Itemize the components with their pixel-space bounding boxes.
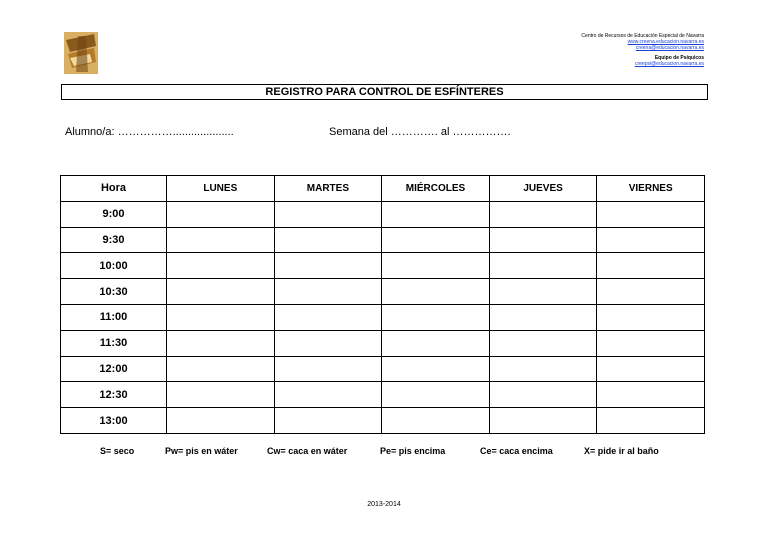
entry-cell[interactable] [274,227,382,253]
document-title: REGISTRO PARA CONTROL DE ESFÍNTERES [61,84,708,100]
entry-cell[interactable] [489,253,597,279]
time-cell: 11:30 [61,330,167,356]
entry-cell[interactable] [489,279,597,305]
entry-cell[interactable] [274,382,382,408]
logo [64,32,98,74]
legend-item-caca-encima: Ce= caca encima [480,446,553,456]
org-name: Centro de Recursos de Educación Especial de Navarra [581,33,704,39]
entry-cell[interactable] [489,330,597,356]
entry-cell[interactable] [382,279,490,305]
legend-item-caca-en-water: Cw= caca en wáter [267,446,348,456]
table-row [61,201,705,227]
entry-cell[interactable] [597,408,705,434]
entry-cell[interactable] [274,279,382,305]
week-from-blank[interactable]: …………. [390,126,438,138]
entry-cell[interactable] [489,408,597,434]
entry-cell[interactable] [274,408,382,434]
entry-cell[interactable] [382,382,490,408]
entry-cell[interactable] [274,304,382,330]
legend-item-seco: S= seco [100,446,135,456]
entry-cell[interactable] [382,253,490,279]
entry-cell[interactable] [382,304,490,330]
entry-cell[interactable] [167,227,275,253]
table-row [61,253,705,279]
column-header-viernes: VIERNES [597,176,705,202]
time-cell: 10:00 [61,253,167,279]
table-row [61,408,705,434]
column-header-hora: Hora [61,176,167,202]
entry-cell[interactable] [274,330,382,356]
column-header-miercoles: MIÉRCOLES [382,176,490,202]
entry-cell[interactable] [597,201,705,227]
entry-cell[interactable] [167,330,275,356]
entry-cell[interactable] [167,408,275,434]
week-al-label: al [440,126,450,138]
entry-cell[interactable] [382,356,490,382]
entry-cell[interactable] [167,356,275,382]
table-row [61,279,705,305]
entry-cell[interactable] [382,408,490,434]
organization-info [581,33,704,67]
week-field [329,126,511,138]
table-row [61,382,705,408]
column-header-lunes: LUNES [167,176,275,202]
schedule-table [60,175,705,434]
legend-item-pide-ir-al-bano: X= pide ir al baño [584,446,659,456]
time-cell: 10:30 [61,279,167,305]
time-cell: 12:00 [61,356,167,382]
entry-cell[interactable] [167,304,275,330]
entry-cell[interactable] [489,304,597,330]
legend-item-pis-encima: Pe= pis encima [380,446,446,456]
org-url-link[interactable]: www.creena.educacion.navarra.es [627,39,704,45]
team-name: Equipo de Psíquicos [654,55,704,61]
entry-cell[interactable] [167,382,275,408]
time-cell: 12:30 [61,382,167,408]
entry-cell[interactable] [597,279,705,305]
table-header-row [61,176,705,202]
time-cell: 11:00 [61,304,167,330]
entry-cell[interactable] [167,279,275,305]
week-label: Semana del [329,126,388,138]
entry-cell[interactable] [597,253,705,279]
logo-emblem-icon [64,32,98,74]
footer-year: 2013-2014 [367,501,401,508]
entry-cell[interactable] [382,227,490,253]
entry-cell[interactable] [597,330,705,356]
entry-cell[interactable] [274,356,382,382]
student-label: Alumno/a: [65,126,115,138]
table-row [61,356,705,382]
table-row [61,227,705,253]
table-row [61,330,705,356]
entry-cell[interactable] [597,304,705,330]
student-field [65,126,234,138]
entry-cell[interactable] [274,253,382,279]
entry-cell[interactable] [489,356,597,382]
week-to-blank[interactable]: ……………. [452,126,511,138]
team-email-link[interactable]: creepsi@educacion.navarra.es [634,61,704,67]
entry-cell[interactable] [597,356,705,382]
org-email-link[interactable]: creena@educacion.navarra.es [635,45,704,51]
entry-cell[interactable] [489,201,597,227]
legend-item-pis-en-water: Pw= pis en wáter [165,446,238,456]
entry-cell[interactable] [274,201,382,227]
entry-cell[interactable] [382,330,490,356]
time-cell: 9:30 [61,227,167,253]
entry-cell[interactable] [382,201,490,227]
column-header-jueves: JUEVES [489,176,597,202]
entry-cell[interactable] [489,227,597,253]
entry-cell[interactable] [597,382,705,408]
column-header-martes: MARTES [274,176,382,202]
student-blank[interactable]: …………….................... [117,126,234,138]
entry-cell[interactable] [489,382,597,408]
entry-cell[interactable] [167,253,275,279]
entry-cell[interactable] [167,201,275,227]
time-cell: 13:00 [61,408,167,434]
entry-cell[interactable] [597,227,705,253]
table-row [61,304,705,330]
time-cell: 9:00 [61,201,167,227]
